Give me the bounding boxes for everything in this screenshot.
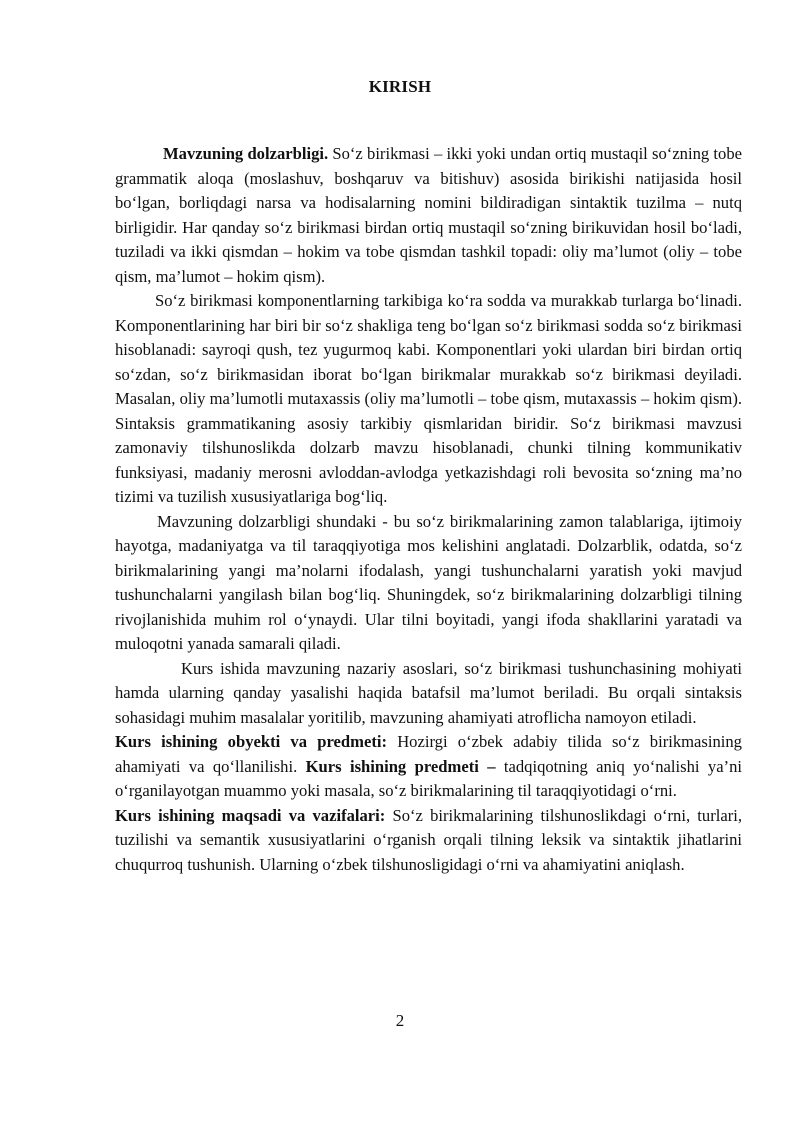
paragraph-lead: Mavzuning dolzarbligi. xyxy=(163,144,329,163)
paragraph-course-overview xyxy=(115,657,742,731)
document-body xyxy=(115,142,742,877)
paragraph-text: Mavzuning dolzarbligi shundaki - bu so‘z birikmalarining zamon talablariga, ijtimoiy hayotga, madaniyatga va til taraqqiyotiga mos kelishini anglatadi. Dolzarblik, odatda, so‘z birikmalarining yangi ma’nolarni ifodalash, yangi tushunchalarni yaratish yoki mavjud tushunchalarni yangilash bilan bog‘liq. Shuningdek, so‘z birikmalarining dolzarbligi tilning rivojlanishida muhim rol o‘ynaydi. Ular tilni boyitadi, yangi ifoda shakllarini yaratadi va muloqotni yanada samarali qiladi. xyxy=(115,511,742,653)
page-title: KIRISH xyxy=(368,77,432,96)
paragraph-goals xyxy=(115,804,742,878)
paragraph-text: Kurs ishida mavzuning nazariy asoslari, so‘z birikmasi tushunchasining mohiyati hamda ularning qanday yasalishi haqida batafsil ma’lumot beriladi. Bu orqali sintaksis sohasidagi muhim masalalar yoritilib, mavzuning ahamiyati atroflicha namoyon etiladi. xyxy=(115,658,742,727)
paragraph-object-subject xyxy=(115,730,742,804)
paragraph-lead-secondary: Kurs ishining predmeti – xyxy=(305,756,496,776)
paragraph-lead: Kurs ishining maqsadi va vazifalari: xyxy=(115,805,386,825)
page-number: 2 xyxy=(395,1011,405,1030)
paragraph-relevance xyxy=(115,142,742,289)
paragraph-relevance-detail xyxy=(115,510,742,657)
paragraph-text: So‘z birikmasi komponentlarning tarkibiga ko‘ra sodda va murakkab turlarga bo‘linadi. Komponentlarining har biri bir so‘z shakliga teng bo‘lgan so‘z birikmasi sodda so‘z birikmasi hisoblanadi: sayroqi qush, tez yugurmoq kabi. Komponentlari yoki ulardan biri birdan ortiq so‘zdan, so‘z birikmasidan iborat bo‘lgan birikmalar murakkab so‘z birikmasi deyiladi. Masalan, oliy ma’lumotli mutaxassis (oliy ma’lumotli – tobe qism, mutaxassis – hokim qism). Sintaksis grammatikaning asosiy tarkibiy qismlaridan biridir. So‘z birikmasi mavzusi zamonaviy tilshunoslikda dolzarb mavzu hisoblanadi, chunki tilning kommunikativ funksiyasi, madaniy merosni avloddan-avlodga yetkazishdagi roli bevosita so‘zning ma’no tizimi va tuzilish xususiyatlariga bog‘liq. xyxy=(115,291,742,506)
paragraph-types xyxy=(115,289,742,510)
paragraph-text: So‘z birikmalarining tilshunoslikdagi o‘rni, turlari, tuzilishi va semantik xususiyatlarini o‘rganish orqali tilning leksik va sintaktik jihatlarini chuqurroq tushunish. Ularning o‘zbek tilshunosligidagi o‘rni va ahamiyatini aniqlash. xyxy=(115,805,742,874)
paragraph-text: So‘z birikmasi – ikki yoki undan ortiq mustaqil so‘zning tobe grammatik aloqa (moslashuv, boshqaruv va bitishuv) asosida birikishi natijasida hosil bo‘lgan, borliqdagi narsa va hodisalarning nomini bildiradigan sintaktik tuzilma – nutq birligidir. Har qanday so‘z birikmasi birdan ortiq mustaqil so‘zning birikuvidan hosil bo‘ladi, tuziladi va ikki qismdan – hokim va tobe qismdan tashkil topadi: oliy ma’lumot (oliy – tobe qism, ma’lumot – hokim qism). xyxy=(115,144,742,286)
paragraph-text-secondary: tadqiqotning aniq yo‘nalishi ya’ni o‘rganilayotgan muammo yoki masala, so‘z birikmalarining til taraqqiyotidagi o‘rni. xyxy=(115,756,742,800)
paragraph-lead: Kurs ishining obyekti va predmeti: xyxy=(115,732,387,751)
paragraph-text: Hozirgi o‘zbek adabiy tilida so‘z birikmasining ahamiyati va qo‘llanilishi. xyxy=(115,732,742,776)
